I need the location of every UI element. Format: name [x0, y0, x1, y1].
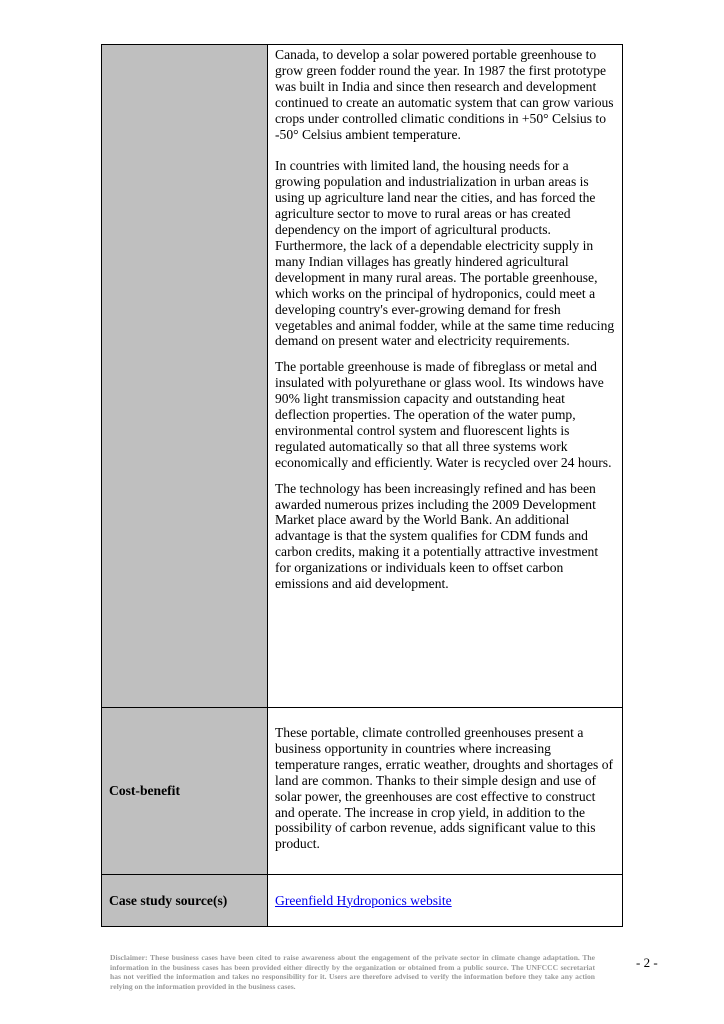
- source-content-cell: [268, 875, 623, 927]
- description-label-cell: [102, 45, 268, 708]
- cost-benefit-content-cell: [268, 708, 623, 875]
- page-number: - 2 -: [636, 955, 658, 970]
- cost-benefit-label-cell: [102, 708, 268, 875]
- description-paragraph-1: Canada, to develop a solar powered portable greenhouse to grow green fodder round the year. In 1987 the first prototype was built in India and since then research and development continued to create an automatic system that can grow various crops under controlled climatic conditions in +50° Celsius to -50° Celsius ambient temperature.: [275, 47, 614, 142]
- source-label: Case study source(s): [109, 892, 228, 908]
- description-paragraph-3: The portable greenhouse is made of fibreglass or metal and insulated with polyurethane or glass wool. Its windows have 90% light transmission capacity and outstanding heat deflection properties. The operation of the water pump, environmental control system and fluorescent lights is regulated automatically so that all three systems work economically and efficiently. Water is recycled over 24 hours.: [275, 359, 612, 470]
- source-row: [102, 875, 623, 927]
- cost-benefit-row: [102, 708, 623, 875]
- description-row: [102, 45, 623, 708]
- description-paragraph-2: In countries with limited land, the housing needs for a growing population and industrialization in urban areas is using up agriculture land near the cities, and has forced the agriculture sector to move to rural areas or has created dependency on the import of agricultural products. Furthermore, the lack of a dependable electricity supply in many Indian villages has greatly hindered agricultural development in many rural areas. The portable greenhouse, which works on the principal of hydroponics, could meet a developing country's ever-growing demand for fresh vegetables and animal fodder, while at the same time reducing demand on present water and electricity requirements.: [275, 158, 615, 349]
- disclaimer-text: Disclaimer: These business cases have been cited to raise awareness about the engagement of the private sector in climate change adaptation. The information in the business cases has been provided either directly by the organization or obtained from a public source. The UNFCCC secretariat has not verified the information and takes no responsibility for it. Users are therefore advised to verify the information before they take any action relying on the information provided in the business cases.: [110, 953, 595, 991]
- greenfield-hydroponics-link[interactable]: Greenfield Hydroponics website: [275, 892, 452, 908]
- source-label-cell: [102, 875, 268, 927]
- description-content-cell: [268, 45, 623, 708]
- cost-benefit-label: Cost-benefit: [109, 783, 180, 798]
- cost-benefit-text: These portable, climate controlled greenhouses present a business opportunity in countries where increasing temperature ranges, erratic weather, droughts and shortages of land are common. Thanks to their simple design and use of solar power, the greenhouses are cost effective to construct and operate. The increase in crop yield, in addition to the possibility of carbon revenue, adds significant value to this product.: [275, 725, 614, 852]
- case-study-table: [101, 44, 623, 927]
- description-paragraph-4: The technology has been increasingly refined and has been awarded numerous prizes including the 2009 Development Market place award by the World Bank. An additional advantage is that the system qualifies for CDM funds and carbon credits, making it a potentially attractive investment for organizations or individuals keen to offset carbon emissions and aid development.: [275, 480, 599, 592]
